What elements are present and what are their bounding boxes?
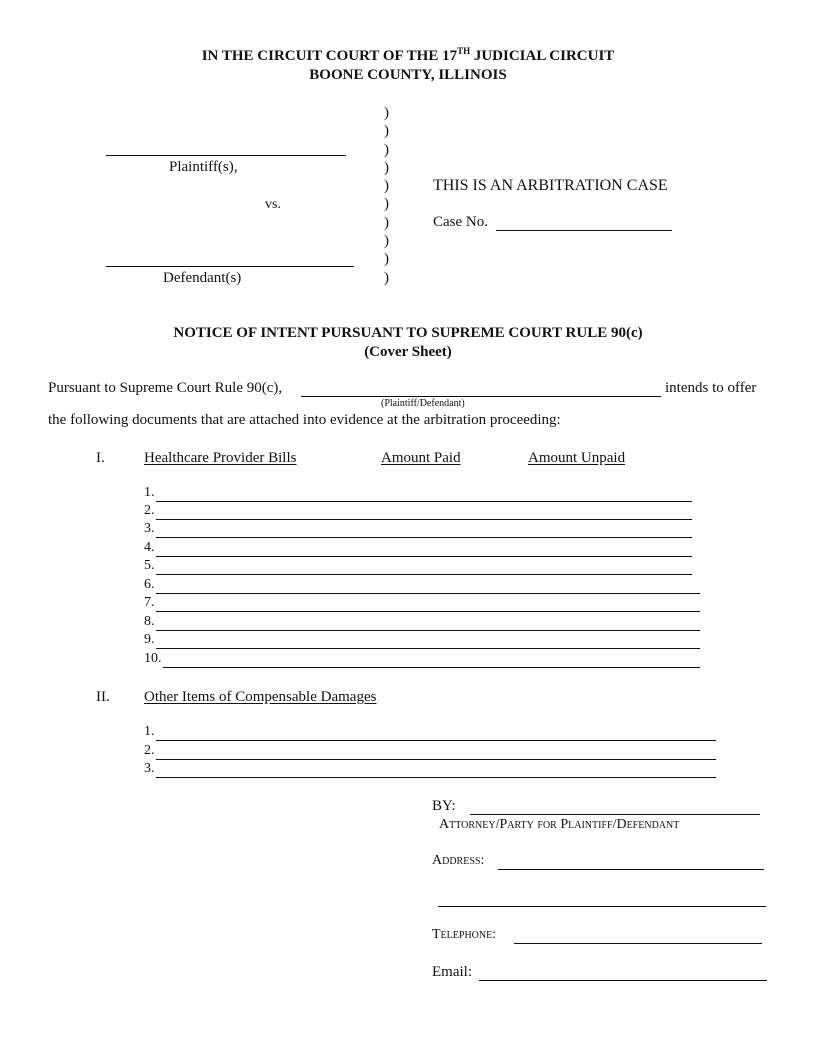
bill-row-line[interactable] xyxy=(156,501,692,502)
row-number: 2. xyxy=(144,743,155,758)
section1-col-paid: Amount Paid xyxy=(381,450,461,466)
row-number: 6. xyxy=(144,577,155,592)
intro-suffix: intends to offer xyxy=(665,380,757,396)
damages-row xyxy=(144,761,716,779)
email-label: Email: xyxy=(432,964,472,980)
telephone-field[interactable] xyxy=(514,943,762,944)
attorney-label: Attorney/Party for Plaintiff/Defendant xyxy=(439,817,680,832)
bill-row-line[interactable] xyxy=(156,574,692,575)
paren: ) xyxy=(384,123,389,140)
row-number: 9. xyxy=(144,632,155,647)
party-name-field[interactable] xyxy=(301,396,661,397)
paren: ) xyxy=(384,141,389,158)
section1-numeral: I. xyxy=(96,450,105,466)
row-number: 1. xyxy=(144,724,155,739)
court-heading-line2: BOONE COUNTY, ILLINOIS xyxy=(309,67,507,83)
paren: ) xyxy=(384,159,389,176)
section2-heading: Other Items of Compensable Damages xyxy=(144,689,377,705)
bill-row-line[interactable] xyxy=(156,648,700,649)
caption-parentheses xyxy=(384,104,389,287)
bill-row-line[interactable] xyxy=(156,556,692,557)
paren: ) xyxy=(384,214,389,231)
intro-prefix: Pursuant to Supreme Court Rule 90(c), xyxy=(48,380,283,396)
bill-row xyxy=(144,485,692,503)
court-heading-text: IN THE CIRCUIT COURT OF THE 17 xyxy=(201,48,458,64)
bill-row xyxy=(144,503,692,521)
damages-row xyxy=(144,743,716,761)
address-field-1[interactable] xyxy=(498,869,764,870)
plaintiff-name-line[interactable] xyxy=(106,155,346,156)
bill-row xyxy=(144,521,692,539)
row-number: 1. xyxy=(144,485,155,500)
damages-row-line[interactable] xyxy=(156,740,716,741)
intro-line2: the following documents that are attached into evidence at the arbitration proceeding: xyxy=(48,412,561,428)
row-number: 7. xyxy=(144,595,155,610)
telephone-label: Telephone: xyxy=(432,927,497,942)
case-no-label: Case No. xyxy=(433,214,488,230)
court-heading-line1 xyxy=(0,48,816,65)
row-number: 4. xyxy=(144,540,155,555)
bill-row-line[interactable] xyxy=(156,611,700,612)
section1-col-bills: Healthcare Provider Bills xyxy=(144,450,297,466)
vs-label: vs. xyxy=(265,197,281,212)
court-heading-sup: TH xyxy=(457,46,471,56)
bill-row-line[interactable] xyxy=(163,667,700,668)
bill-row-line[interactable] xyxy=(156,519,692,520)
row-number: 3. xyxy=(144,761,155,776)
arbitration-case-text: THIS IS AN ARBITRATION CASE xyxy=(433,177,668,194)
signature-line[interactable] xyxy=(470,814,760,815)
bill-row-line[interactable] xyxy=(156,593,700,594)
bill-row xyxy=(144,558,692,576)
notice-subtitle: (Cover Sheet) xyxy=(364,344,452,360)
paren: ) xyxy=(384,251,389,268)
row-number: 5. xyxy=(144,558,155,573)
paren: ) xyxy=(384,178,389,195)
damages-row xyxy=(144,724,716,742)
bill-row xyxy=(144,651,700,669)
bill-row xyxy=(144,577,700,595)
bill-row-line[interactable] xyxy=(156,537,692,538)
defendant-label: Defendant(s) xyxy=(163,270,242,286)
paren: ) xyxy=(384,196,389,213)
email-field[interactable] xyxy=(479,980,767,981)
by-label: BY: xyxy=(432,798,456,814)
address-field-2[interactable] xyxy=(438,906,766,907)
address-label: Address: xyxy=(432,853,485,868)
plaintiff-label: Plaintiff(s), xyxy=(169,159,238,175)
paren: ) xyxy=(384,269,389,286)
bill-row xyxy=(144,540,692,558)
row-number: 2. xyxy=(144,503,155,518)
court-heading-suffix: JUDICIAL CIRCUIT xyxy=(470,48,615,64)
paren: ) xyxy=(384,105,389,121)
bill-row xyxy=(144,614,700,632)
paren: ) xyxy=(384,233,389,250)
notice-title: NOTICE OF INTENT PURSUANT TO SUPREME COURT RULE 90(c) xyxy=(173,325,643,341)
bill-row xyxy=(144,595,700,613)
defendant-name-line[interactable] xyxy=(106,266,354,267)
section2-numeral: II. xyxy=(96,689,110,705)
section1-col-unpaid: Amount Unpaid xyxy=(528,450,626,466)
bill-row-line[interactable] xyxy=(156,630,700,631)
row-number: 10. xyxy=(144,651,162,666)
row-number: 8. xyxy=(144,614,155,629)
damages-row-line[interactable] xyxy=(156,759,716,760)
case-no-field[interactable] xyxy=(496,230,672,231)
bill-row xyxy=(144,632,700,650)
party-sub-label: (Plaintiff/Defendant) xyxy=(381,398,465,409)
row-number: 3. xyxy=(144,521,155,536)
damages-row-line[interactable] xyxy=(156,777,716,778)
